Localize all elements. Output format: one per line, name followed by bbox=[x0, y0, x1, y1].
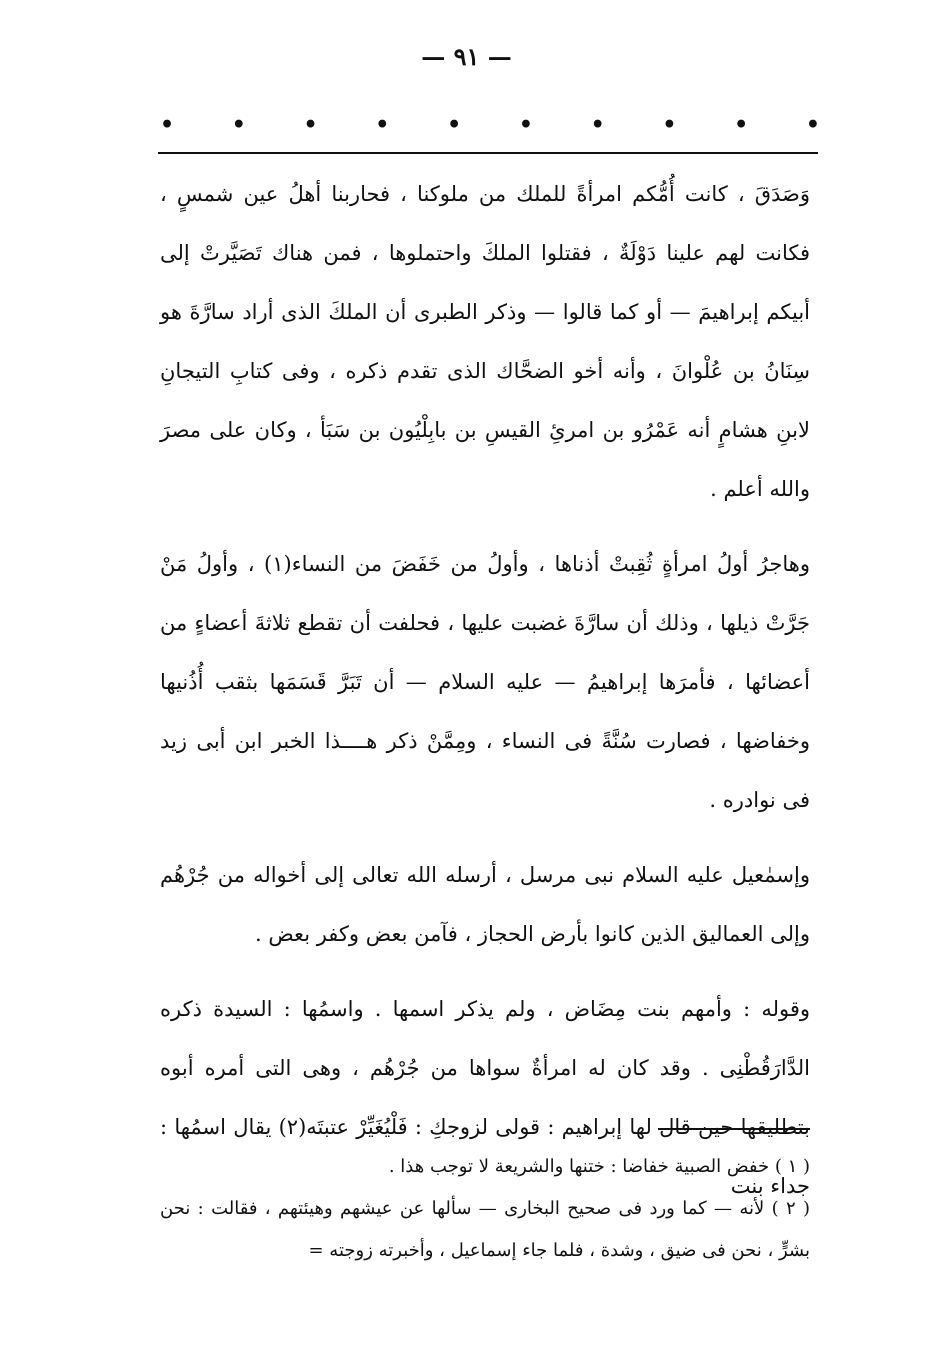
paragraph-hagar: وهاجرُ أولُ امرأةٍ ثُقِبتْ أذناها ، وأولُ من خَفَضَ من النساء(١) ، وأولُ مَنْ جَرَّتْ ذيلها ، وذلك أن سارَّةَ غضبت عليها ، فحلفت أن تقطع ثلاثةَ أعضاءٍ من أعضائها ، فأمرَها إبراهيمُ — عليه السلام — أن تَبَرَّ قَسَمَها بثقب أُذُنيها وخفاضها ، فصارت سُنَّةً فى النساء ، ومِمَّنْ ذكر هــــذا الخبر ابن أبى زيد فى نوادره . bbox=[160, 552, 810, 812]
ornament-dots bbox=[160, 112, 820, 138]
footnote-2: ( ٢ ) لأنه — كما ورد فى صحيح البخارى — سألها عن عيشهم وهيئتهم ، فقالت : نحن بشرٍّ ، نحن فى ضيق ، وشدة ، فلما جاء إسماعيل ، وأخبرته زوجته = bbox=[160, 1198, 810, 1261]
paragraph-mother-name: وقوله : وأمهم بنت مِضَاض ، ولم يذكر اسمها . واسمُها : السيدة ذكره الدَّارَقُطْنِى . وقد كان له امرأةٌ سواها من جُرْهُم ، وهى التى أمره أبوه بتطليقها حين قال لها إبراهيم : قولى لزوجكِ : فَلْيُغَيِّرْ عتبتَه(٢) يقال اسمُها : جداء بنت bbox=[160, 997, 810, 1198]
ornament-dot: • bbox=[447, 112, 462, 138]
ornament-dot: • bbox=[303, 112, 318, 138]
paragraph-ismail: وإسمٰعيل عليه السلام نبى مرسل ، أرسله الله تعالى إلى أخواله من جُرْهُم وإلى العماليق الذين كانوا بأرض الحجاز ، فآمن بعض وكفر بعض . bbox=[160, 863, 810, 946]
footnote-1: ( ١ ) خفض الصبية خفاضا : ختنها والشريعة لا توجب هذا . bbox=[388, 1156, 810, 1177]
ornament-dot: • bbox=[662, 112, 677, 138]
footnotes bbox=[160, 1146, 810, 1272]
ornament-dot: • bbox=[231, 112, 246, 138]
ornament-dot: • bbox=[160, 112, 175, 138]
main-text bbox=[160, 165, 810, 1216]
ornament-dot: • bbox=[518, 112, 533, 138]
ornament-dot: • bbox=[590, 112, 605, 138]
header-divider bbox=[158, 152, 818, 154]
paragraph-sara-story: وَصَدَقَ ، كانت أُمُّكم امرأةً للملك من ملوكنا ، فحاربنا أهلُ عين شمسٍ ، فكانت لهم علينا دَوْلَةٌ ، فقتلوا الملكَ واحتملوها ، فمن هناك تَصَيَّرتْ إلى أبيكم إبراهيمَ — أو كما قالوا — وذكر الطبرى أن الملكَ الذى أراد سارَّةَ هو سِنَانُ بن عُلْوانَ ، وأنه أخو الضحَّاك الذى تقدم ذكره ، وفى كتابِ التيجانِ لابنِ هشامٍ أنه عَمْرُو بن امرئِ القيسِ بن بابِلْيُون بن سَبَأ ، وكان على مصرَ والله أعلم . bbox=[160, 182, 810, 501]
ornament-dot: • bbox=[805, 112, 820, 138]
page-number: — ٩١ — bbox=[421, 42, 512, 71]
footnote-divider bbox=[658, 1128, 810, 1130]
ornament-dot: • bbox=[734, 112, 749, 138]
ornament-dot: • bbox=[375, 112, 390, 138]
